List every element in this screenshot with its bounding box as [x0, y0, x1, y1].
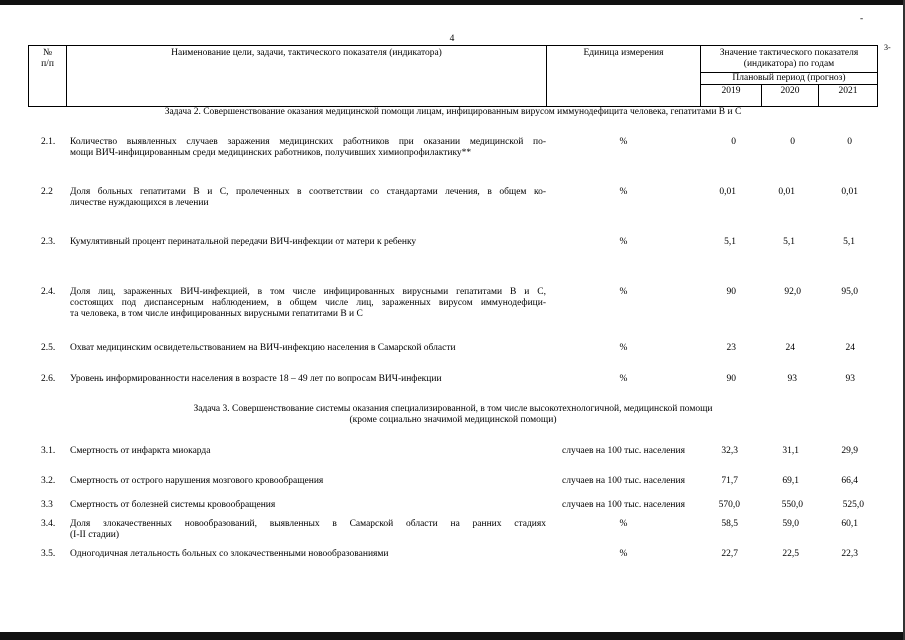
row-value-2020: 31,1	[782, 446, 799, 456]
row-unit: %	[619, 187, 628, 197]
row-text-line: Доля больных гепатитами В и С, пролеченных в соответствии со стандартами лечения, в общем ко-	[70, 187, 546, 197]
row-number: 2.1.	[41, 137, 56, 147]
row-unit: %	[619, 287, 628, 297]
row-number: 3.2.	[41, 476, 56, 486]
row-value-2020: 0	[790, 137, 795, 147]
row-number: 2.6.	[41, 374, 56, 384]
row-text-line: Смертность от острого нарушения мозгового кровообращения	[70, 476, 324, 486]
header-year-2019: 2019	[721, 86, 741, 96]
row-value-2019: 0,01	[719, 187, 736, 197]
row-value-2019: 90	[726, 374, 736, 384]
row-text-line: Одногодичная летальность больных со злокачественными новообразованиями	[70, 549, 389, 559]
row-unit: случаев на 100 тыс. населения	[562, 476, 685, 486]
row-value-2020: 5,1	[783, 237, 795, 247]
row-value-2020: 0,01	[778, 187, 795, 197]
row-text-line: Кумулятивный процент перинатальной передачи ВИЧ-инфекции от матери к ребенку	[70, 237, 417, 247]
row-value-2019: 58,5	[721, 519, 738, 529]
row-value-2019: 90	[726, 287, 736, 297]
row-text-line: Смертность от инфаркта миокарда	[70, 446, 211, 456]
row-number: 2.5.	[41, 343, 56, 353]
row-text-line: Количество выявленных случаев заражения медицинских работников при оказании медицинской по-	[70, 137, 546, 147]
row-value-2021: 0,01	[841, 187, 858, 197]
row-value-2019: 22,7	[721, 549, 738, 559]
row-unit: %	[619, 519, 628, 529]
row-number: 3.4.	[41, 519, 56, 529]
row-unit: %	[619, 137, 628, 147]
row-value-2020: 92,0	[784, 287, 801, 297]
row-value-2020: 24	[785, 343, 795, 353]
row-number: 3.5.	[41, 549, 56, 559]
row-text-line: Охват медицинским освидетельствованием на ВИЧ-инфекцию населения в Самарской области	[70, 343, 456, 353]
task3-subtitle: (кроме социально значимой медицинской помощи)	[349, 415, 557, 425]
header-plan-period: Плановый период (прогноз)	[732, 73, 846, 83]
row-number: 3.3	[41, 500, 53, 510]
task3-title: Задача 3. Совершенствование системы оказания специализированной, в том числе высокотехнологичной, медицинской помощи	[193, 404, 713, 414]
row-value-2019: 0	[731, 137, 736, 147]
row-value-2019: 5,1	[724, 237, 736, 247]
row-text-line: (I-II стадии)	[70, 530, 120, 540]
header-value-title: Значение тактического показателя (индикатора) по годам	[719, 48, 859, 69]
row-value-2019: 570,0	[718, 500, 740, 510]
task2-title: Задача 2. Совершенствование оказания медицинской помощи лицам, инфицированным вирусом иммунодефицита человека, гепатитами В и С	[164, 107, 742, 117]
row-value-2021: 22,3	[841, 549, 858, 559]
row-text-line: та человека, в том числе инфицированных вирусными гепатитами В и С	[70, 309, 363, 319]
row-text-line: Доля злокачественных новообразований, выявленных в Самарской области на ранних стадиях	[70, 519, 546, 529]
row-value-2021: 93	[845, 374, 855, 384]
row-value-2021: 525,0	[842, 500, 864, 510]
row-unit: %	[619, 374, 628, 384]
row-value-2020: 59,0	[782, 519, 799, 529]
row-text-line: Смертность от болезней системы кровообращения	[70, 500, 276, 510]
row-value-2021: 24	[845, 343, 855, 353]
row-unit: %	[619, 237, 628, 247]
row-unit: случаев на 100 тыс. населения	[562, 500, 685, 510]
row-text-line: Уровень информированности населения в возрасте 18 – 49 лет по вопросам ВИЧ-инфекции	[70, 374, 442, 384]
row-value-2019: 32,3	[721, 446, 738, 456]
row-value-2020: 550,0	[781, 500, 803, 510]
row-value-2021: 66,4	[841, 476, 858, 486]
row-text-line: состоящих под диспансерным наблюдением, в общем числе лиц, зараженных вирусом иммунодефици-	[70, 298, 546, 308]
row-value-2021: 60,1	[841, 519, 858, 529]
scan-edge-top	[0, 0, 905, 5]
page-number: 4	[449, 34, 455, 44]
row-value-2019: 23	[726, 343, 736, 353]
header-year-2021: 2021	[838, 86, 858, 96]
row-text-line: Доля лиц, зараженных ВИЧ-инфекцией, в том числе инфицированных вирусными гепатитами В и С,	[70, 287, 546, 297]
row-text-line: личестве нуждающихся в лечении	[70, 198, 209, 208]
row-value-2021: 29,9	[841, 446, 858, 456]
row-unit: %	[619, 343, 628, 353]
row-number: 2.4.	[41, 287, 56, 297]
row-value-2020: 69,1	[782, 476, 799, 486]
row-number: 3.1.	[41, 446, 56, 456]
row-value-2020: 22,5	[782, 549, 799, 559]
scan-edge-bottom	[0, 632, 905, 640]
margin-mark-top: -	[860, 14, 864, 24]
row-unit: %	[619, 549, 628, 559]
header-number: № п/п	[41, 48, 54, 69]
row-value-2019: 71,7	[721, 476, 738, 486]
row-value-2021: 5,1	[843, 237, 855, 247]
header-name: Наименование цели, задачи, тактического показателя (индикатора)	[171, 48, 442, 58]
row-value-2021: 0	[847, 137, 852, 147]
row-unit: случаев на 100 тыс. населения	[562, 446, 685, 456]
row-number: 2.3.	[41, 237, 56, 247]
row-text-line: мощи ВИЧ-инфицированным среди медицинских работников, получивших химиопрофилактику**	[70, 148, 472, 158]
row-value-2020: 93	[787, 374, 797, 384]
margin-mark-right: 3-	[884, 43, 891, 52]
header-unit: Единица измерения	[583, 48, 664, 58]
header-year-2020: 2020	[780, 86, 800, 96]
row-value-2021: 95,0	[841, 287, 858, 297]
row-number: 2.2	[41, 187, 53, 197]
